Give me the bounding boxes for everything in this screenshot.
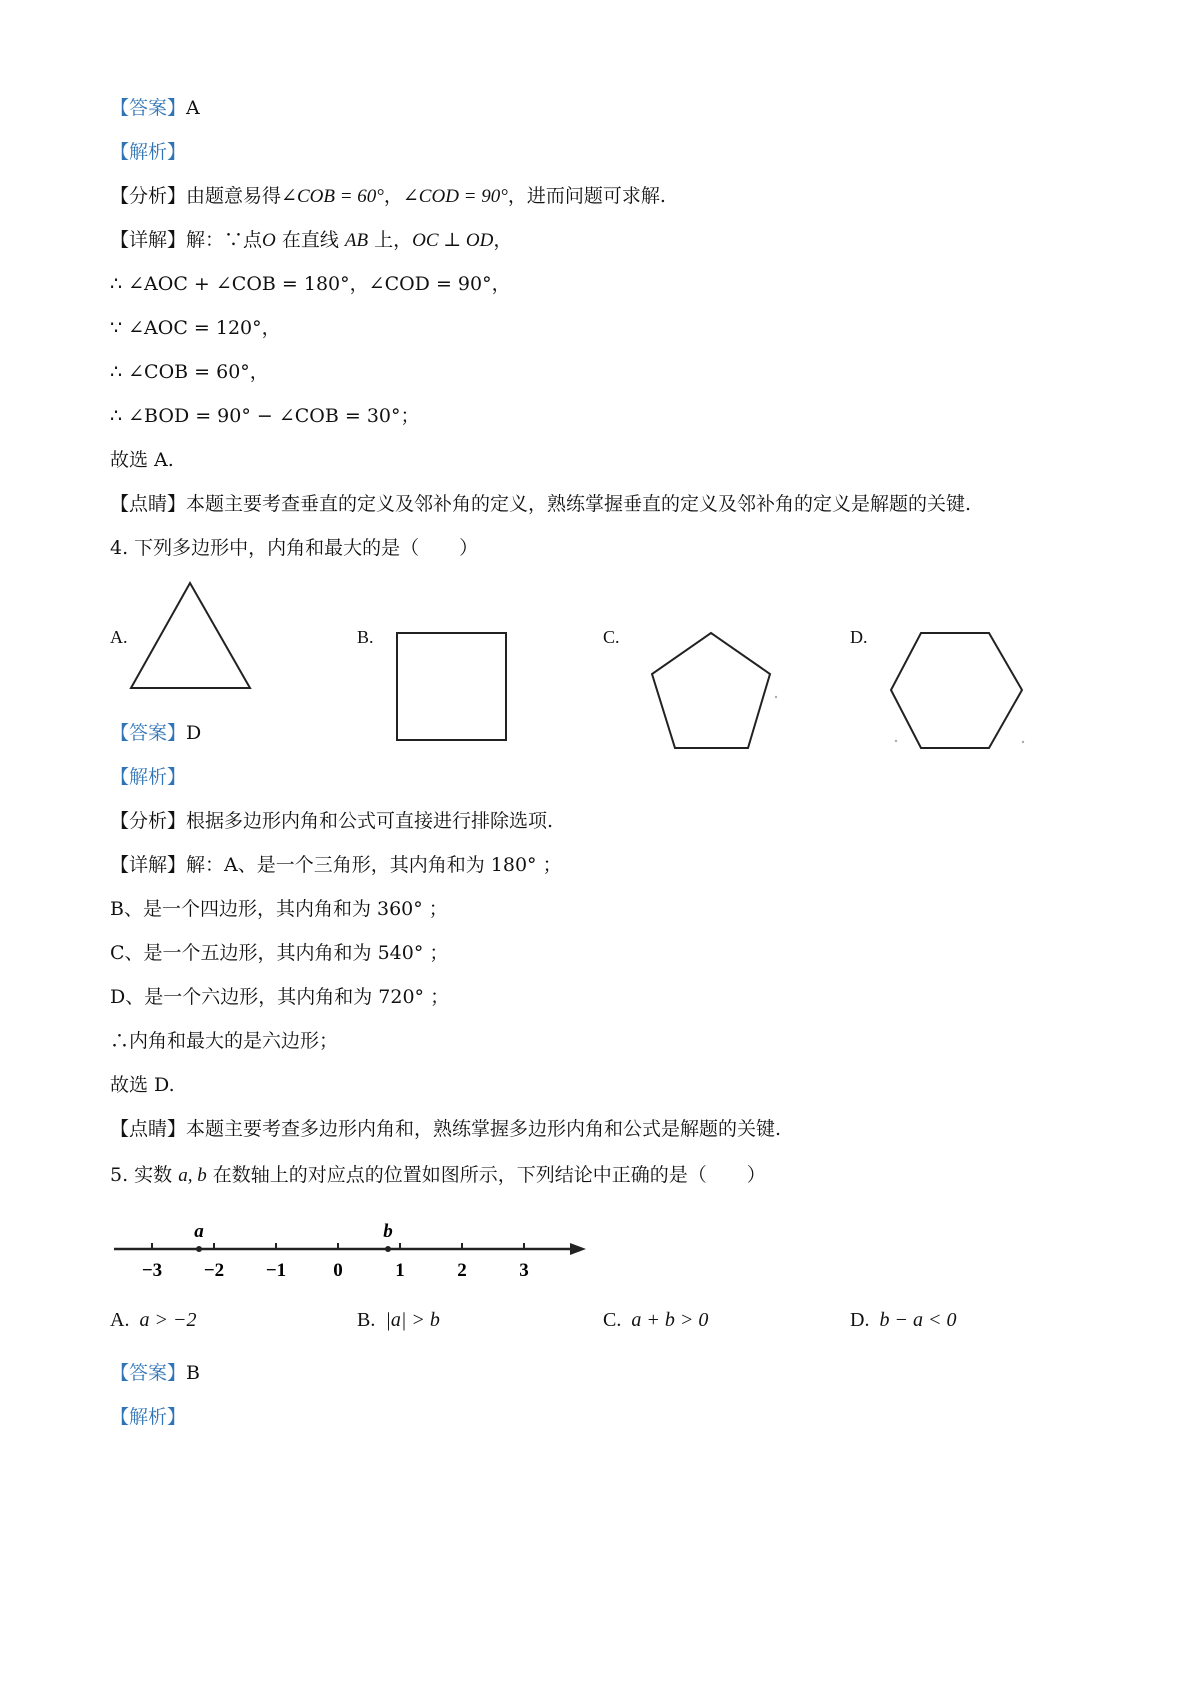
q4-detail-1 bbox=[110, 852, 562, 878]
axis-tick-label: 2 bbox=[457, 1260, 467, 1281]
axis-tick-label: −2 bbox=[203, 1260, 225, 1281]
q3-choice: 故选 A. bbox=[110, 449, 174, 471]
point-b-label: b bbox=[383, 1221, 393, 1242]
q5-question-math: a, b bbox=[178, 1165, 207, 1186]
point-a bbox=[196, 1246, 202, 1252]
dianjing-label: 【点睛】 bbox=[110, 493, 187, 515]
dianjing-label: 【点睛】 bbox=[110, 1118, 187, 1140]
q4-detail-5: ∴内角和最大的是六边形； bbox=[110, 1030, 339, 1052]
axis-tick-label: 1 bbox=[395, 1260, 405, 1281]
q5-option-c bbox=[603, 1309, 708, 1332]
triangle-shape bbox=[128, 580, 253, 692]
q5-answer-value: B bbox=[186, 1362, 200, 1384]
q3-step-3: ∵ ∠AOC = 120°， bbox=[110, 317, 281, 339]
q4-fenxi bbox=[110, 808, 553, 834]
q5-question-text: 在数轴上的对应点的位置如图所示，下列结论中正确的是（ bbox=[212, 1164, 707, 1186]
q4-detail-4: D、是一个六边形，其内角和为 720° ； bbox=[110, 986, 450, 1008]
q5-option-expr: a + b > 0 bbox=[631, 1309, 709, 1331]
point-b bbox=[385, 1246, 391, 1252]
q5-option-label: B. bbox=[357, 1309, 376, 1331]
axis-tick-label: 3 bbox=[519, 1260, 529, 1281]
q4-question-end: ） bbox=[459, 537, 479, 559]
q4-question-text: 4. 下列多边形中，内角和最大的是（ bbox=[110, 537, 420, 559]
q4-answer-line bbox=[110, 720, 201, 746]
q3-fenxi bbox=[110, 183, 666, 210]
answer-tag: 【答案】 bbox=[110, 722, 187, 744]
detail-text: 上， bbox=[374, 229, 413, 251]
q5-option-label: C. bbox=[603, 1309, 622, 1331]
q3-detail-1 bbox=[110, 227, 512, 254]
q5-question-end: ） bbox=[746, 1164, 766, 1186]
axis-arrow bbox=[570, 1243, 586, 1255]
point-a-label: a bbox=[194, 1221, 204, 1242]
dianjing-text: 本题主要考查垂直的定义及邻补角的定义，熟练掌握垂直的定义及邻补角的定义是解题的关键. bbox=[186, 493, 972, 515]
q5-option-label: A. bbox=[110, 1309, 130, 1331]
fenxi-sep: ， bbox=[383, 185, 403, 207]
hexagon-shape bbox=[888, 630, 1028, 755]
detail-math: O bbox=[262, 230, 276, 251]
q5-analysis-tag: 【解析】 bbox=[110, 1406, 187, 1428]
number-line bbox=[110, 1212, 590, 1292]
q3-analysis-tag: 【解析】 bbox=[110, 141, 187, 163]
detail-math: OC ⊥ OD bbox=[412, 230, 494, 251]
q5-option-label: D. bbox=[850, 1309, 870, 1331]
q4-option-a-label: A. bbox=[110, 627, 128, 647]
q4-analysis-tag: 【解析】 bbox=[110, 766, 187, 788]
q5-question-text: 5. 实数 bbox=[110, 1164, 173, 1186]
fenxi-text: 由题意易得 bbox=[186, 185, 282, 207]
axis-tick-label: −1 bbox=[265, 1260, 287, 1281]
detail-label: 【详解】 bbox=[110, 854, 187, 876]
dianjing-text: 本题主要考查多边形内角和，熟练掌握多边形内角和公式是解题的关键. bbox=[186, 1118, 782, 1140]
q5-answer-line bbox=[110, 1360, 200, 1386]
q3-answer-line bbox=[110, 95, 200, 121]
q3-step-5: ∴ ∠BOD = 90° − ∠COB = 30°； bbox=[110, 405, 420, 427]
q4-detail-2: B、是一个四边形，其内角和为 360° ； bbox=[110, 898, 448, 920]
fenxi-text: ，进而问题可求解. bbox=[507, 185, 666, 207]
fenxi-label: 【分析】 bbox=[110, 185, 187, 207]
pentagon-shape bbox=[648, 630, 778, 752]
detail-label: 【详解】 bbox=[110, 229, 187, 251]
q4-dianjing bbox=[110, 1116, 781, 1142]
axis-tick-label: −3 bbox=[141, 1260, 163, 1281]
q4-answer-value: D bbox=[186, 722, 202, 744]
answer-tag: 【答案】 bbox=[110, 97, 187, 119]
fenxi-label: 【分析】 bbox=[110, 810, 187, 832]
q5-option-expr: b − a < 0 bbox=[879, 1309, 957, 1331]
detail-text: 解：∵点 bbox=[186, 229, 263, 251]
q4-option-b-label: B. bbox=[357, 627, 374, 647]
fenxi-math: ∠COB = 60° bbox=[281, 186, 384, 207]
q5-option-a bbox=[110, 1309, 196, 1332]
detail-text: 解：A、是一个三角形，其内角和为 180° ； bbox=[186, 854, 562, 876]
q4-option-c-label: C. bbox=[603, 627, 620, 647]
q4-option-d-label: D. bbox=[850, 627, 868, 647]
q3-step-2: ∴ ∠AOC + ∠COB = 180°，∠COD = 90°， bbox=[110, 273, 511, 295]
fenxi-math: ∠COD = 90° bbox=[402, 186, 508, 207]
detail-text: 在直线 bbox=[281, 229, 339, 251]
q3-step-4: ∴ ∠COB = 60°， bbox=[110, 361, 269, 383]
q5-option-b bbox=[357, 1309, 440, 1332]
detail-text: ， bbox=[493, 229, 513, 251]
q5-option-expr: a > −2 bbox=[139, 1309, 197, 1331]
q5-option-expr: |a| > b bbox=[385, 1309, 440, 1331]
q3-answer-value: A bbox=[186, 97, 200, 119]
fenxi-text: 根据多边形内角和公式可直接进行排除选项. bbox=[186, 810, 554, 832]
q4-detail-3: C、是一个五边形，其内角和为 540° ； bbox=[110, 942, 449, 964]
q5-question bbox=[110, 1162, 766, 1189]
q3-dianjing bbox=[110, 491, 971, 517]
detail-math: AB bbox=[344, 230, 369, 251]
axis-tick-label: 0 bbox=[333, 1260, 343, 1281]
answer-tag: 【答案】 bbox=[110, 1362, 187, 1384]
q5-option-d bbox=[850, 1309, 956, 1332]
q4-choice: 故选 D. bbox=[110, 1074, 175, 1096]
square-outline bbox=[396, 630, 510, 742]
q4-question bbox=[110, 535, 478, 561]
